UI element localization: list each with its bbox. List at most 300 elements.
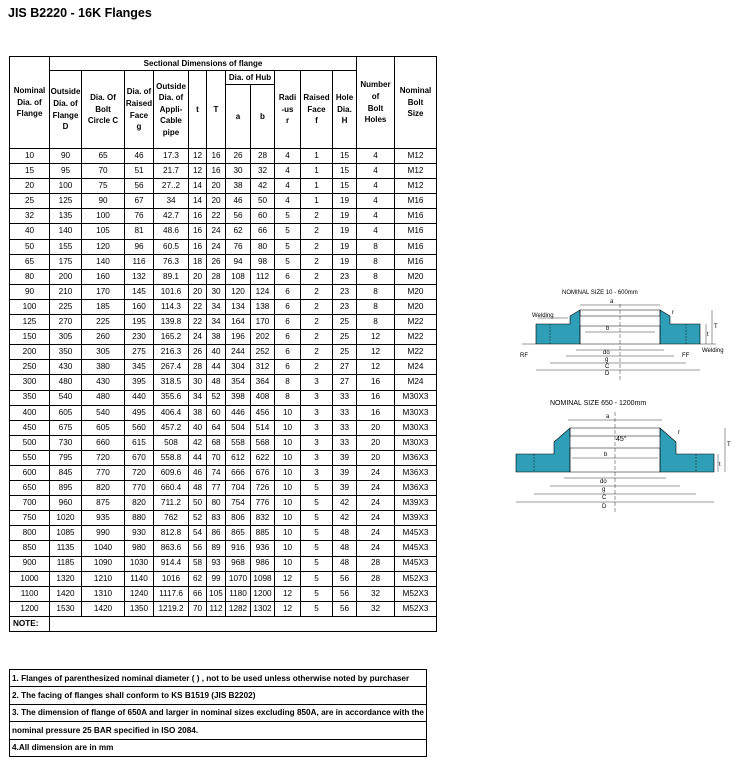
table-cell: 8 — [275, 390, 301, 405]
table-cell: 12 — [275, 586, 301, 601]
table-cell: 15 — [10, 164, 50, 179]
table-cell: 968 — [226, 556, 251, 571]
table-cell: 1185 — [50, 556, 82, 571]
table-cell: 754 — [226, 496, 251, 511]
header-t: t — [189, 71, 207, 149]
table-cell: 4 — [275, 149, 301, 164]
table-cell: 4 — [357, 194, 395, 209]
table-cell: 4 — [275, 164, 301, 179]
table-row — [10, 450, 437, 465]
table-cell: 250 — [10, 360, 50, 375]
table-cell: 495 — [125, 405, 154, 420]
table-cell: 56 — [226, 209, 251, 224]
table-cell: 10 — [275, 435, 301, 450]
table-cell: 42 — [251, 179, 275, 194]
table-cell: 770 — [82, 465, 125, 480]
table-cell: 66 — [251, 224, 275, 239]
table-cell: 76 — [226, 239, 251, 254]
header-b: b — [251, 85, 275, 149]
table-cell: 605 — [50, 405, 82, 420]
table-cell: 32 — [357, 586, 395, 601]
table-cell: 51 — [125, 164, 154, 179]
table-cell: 666 — [226, 465, 251, 480]
table-cell: M36X3 — [395, 450, 437, 465]
table-cell: 1240 — [125, 586, 154, 601]
table-cell: 1016 — [154, 571, 189, 586]
table-cell: 1098 — [251, 571, 275, 586]
header-hole-dia: Hole Dia. H — [333, 71, 357, 149]
table-cell: 540 — [82, 405, 125, 420]
table-cell: 105 — [207, 586, 226, 601]
table-cell: 5 — [275, 209, 301, 224]
table-row — [10, 601, 437, 616]
table-cell: 10 — [275, 465, 301, 480]
table-cell: 46 — [226, 194, 251, 209]
table-cell: 252 — [251, 345, 275, 360]
table-cell: M22 — [395, 345, 437, 360]
table-cell: 260 — [82, 330, 125, 345]
table-cell: 5 — [301, 541, 333, 556]
table-cell: 5 — [301, 481, 333, 496]
table-cell: 1350 — [125, 601, 154, 616]
table-row — [10, 239, 437, 254]
table-cell: 5 — [301, 526, 333, 541]
svg-text:b: b — [604, 452, 608, 458]
table-row — [10, 209, 437, 224]
header-sectional-dimensions: Sectional Dimensions of flange — [50, 57, 357, 71]
table-cell: 6 — [275, 269, 301, 284]
table-cell: 20 — [189, 269, 207, 284]
table-cell: 195 — [125, 315, 154, 330]
table-cell: 550 — [10, 450, 50, 465]
table-cell: 914.4 — [154, 556, 189, 571]
table-row — [10, 390, 437, 405]
header-outside-pipe: Outside Dia. of Appli- Cable pipe — [154, 71, 189, 149]
table-cell: 2 — [301, 345, 333, 360]
table-cell: 200 — [10, 345, 50, 360]
table-cell: 38 — [207, 330, 226, 345]
table-cell: 1040 — [82, 541, 125, 556]
table-cell: 1200 — [10, 601, 50, 616]
table-cell: M24 — [395, 375, 437, 390]
table-cell: 42.7 — [154, 209, 189, 224]
table-row — [10, 556, 437, 571]
table-cell: 80 — [10, 269, 50, 284]
table-cell: 20 — [357, 420, 395, 435]
note-3-cont: nominal pressure 25 BAR specified in ISO 2084. — [10, 722, 427, 739]
table-cell: 21.7 — [154, 164, 189, 179]
table-cell: 48 — [333, 526, 357, 541]
table-cell: 600 — [10, 465, 50, 480]
table-cell: 885 — [251, 526, 275, 541]
table-cell: 700 — [10, 496, 50, 511]
table-cell: 39 — [333, 481, 357, 496]
table-cell: 135 — [50, 209, 82, 224]
table-cell: 12 — [357, 330, 395, 345]
svg-text:b: b — [606, 326, 610, 332]
note-row — [10, 616, 437, 631]
table-cell: 1100 — [10, 586, 50, 601]
table-cell: 1090 — [82, 556, 125, 571]
table-cell: 267.4 — [154, 360, 189, 375]
table-cell: 74 — [207, 465, 226, 480]
table-cell: 2 — [301, 224, 333, 239]
header-bolt-circle: Dia. Of Bolt Circle C — [82, 71, 125, 149]
table-cell: 48 — [333, 541, 357, 556]
table-cell: 622 — [251, 450, 275, 465]
table-cell: 8 — [357, 315, 395, 330]
table-cell: 33 — [333, 435, 357, 450]
table-cell: 1140 — [125, 571, 154, 586]
table-cell: 160 — [82, 269, 125, 284]
table-cell: 4 — [357, 224, 395, 239]
table-cell: 39 — [333, 465, 357, 480]
table-cell: 5 — [301, 571, 333, 586]
table-cell: 20 — [10, 179, 50, 194]
svg-text:do: do — [600, 479, 607, 485]
table-cell: 28 — [357, 571, 395, 586]
table-cell: 612 — [226, 450, 251, 465]
table-cell: 514 — [251, 420, 275, 435]
table-body — [10, 149, 437, 632]
table-cell: 100 — [82, 209, 125, 224]
table-cell: 345 — [125, 360, 154, 375]
table-cell: 12 — [275, 571, 301, 586]
header-hub: Dia. of Hub — [226, 71, 275, 85]
table-cell: 1085 — [50, 526, 82, 541]
table-cell: 46 — [189, 465, 207, 480]
header-bolt-holes: Number of Bolt Holes — [357, 57, 395, 149]
table-cell: 140 — [50, 224, 82, 239]
table-cell: 70 — [207, 450, 226, 465]
svg-text:do: do — [603, 350, 610, 356]
table-cell: 17.3 — [154, 149, 189, 164]
table-cell: 1030 — [125, 556, 154, 571]
table-cell: 450 — [10, 420, 50, 435]
table-cell: 26 — [226, 149, 251, 164]
table-cell: 750 — [10, 511, 50, 526]
table-cell: 568 — [251, 435, 275, 450]
table-cell: M30X3 — [395, 420, 437, 435]
table-cell: 56 — [333, 601, 357, 616]
svg-text:T: T — [727, 442, 731, 448]
table-row — [10, 315, 437, 330]
header-nominal-dia: Nominal Dia. of Flange — [10, 57, 50, 149]
table-cell: M52X3 — [395, 586, 437, 601]
table-cell: 880 — [125, 511, 154, 526]
table-cell: 845 — [50, 465, 82, 480]
table-cell: 19 — [333, 239, 357, 254]
table-cell: 440 — [125, 390, 154, 405]
table-cell: 230 — [125, 330, 154, 345]
table-cell: 1320 — [50, 571, 82, 586]
table-cell: 28 — [357, 556, 395, 571]
table-cell: 15 — [333, 164, 357, 179]
table-cell: 20 — [207, 179, 226, 194]
table-cell: 70 — [189, 601, 207, 616]
table-cell: 1302 — [251, 601, 275, 616]
table-cell: 20 — [357, 435, 395, 450]
note-4: 4.All dimension are in mm — [10, 739, 427, 756]
table-cell: 304 — [226, 360, 251, 375]
table-cell: 318.5 — [154, 375, 189, 390]
table-cell: 19 — [333, 254, 357, 269]
table-cell: 5 — [301, 556, 333, 571]
table-cell: 24 — [207, 239, 226, 254]
table-cell: M45X3 — [395, 541, 437, 556]
table-cell: 430 — [82, 375, 125, 390]
table-cell: 10 — [275, 405, 301, 420]
table-cell: 50 — [189, 496, 207, 511]
table-cell: 312 — [251, 360, 275, 375]
table-cell: 56 — [333, 586, 357, 601]
table-cell: 275 — [125, 345, 154, 360]
table-cell: 4 — [357, 149, 395, 164]
table-cell: 60.5 — [154, 239, 189, 254]
table-cell: 19 — [333, 209, 357, 224]
table-cell: 930 — [125, 526, 154, 541]
table-cell: 406.4 — [154, 405, 189, 420]
header-T: T — [207, 71, 226, 149]
table-cell: 1070 — [226, 571, 251, 586]
table-cell: 8 — [357, 239, 395, 254]
table-cell: 3 — [301, 405, 333, 420]
table-cell: 132 — [125, 269, 154, 284]
table-cell: 10 — [275, 511, 301, 526]
table-cell: 605 — [82, 420, 125, 435]
table-row — [10, 435, 437, 450]
table-cell: 58 — [189, 556, 207, 571]
table-cell: M24 — [395, 360, 437, 375]
table-cell: 936 — [251, 541, 275, 556]
table-cell: 56 — [189, 541, 207, 556]
table-cell: 24 — [357, 481, 395, 496]
table-cell: 114.3 — [154, 299, 189, 314]
table-cell: 108 — [226, 269, 251, 284]
table-cell: 48 — [189, 481, 207, 496]
table-cell: 145 — [125, 284, 154, 299]
table-cell: 660.4 — [154, 481, 189, 496]
table-cell: 704 — [226, 481, 251, 496]
header-a: a — [226, 85, 251, 149]
table-cell: 76.3 — [154, 254, 189, 269]
table-cell: 24 — [357, 511, 395, 526]
table-cell: 15 — [333, 149, 357, 164]
table-row — [10, 511, 437, 526]
table-cell: 5 — [301, 496, 333, 511]
table-cell: 24 — [357, 541, 395, 556]
table-cell: 1 — [301, 194, 333, 209]
table-cell: 1135 — [50, 541, 82, 556]
table-cell: 916 — [226, 541, 251, 556]
header-outside-dia: Outside Dia. of Flange D — [50, 71, 82, 149]
table-cell: 30 — [226, 164, 251, 179]
table-cell: 456 — [251, 405, 275, 420]
table-cell: 8 — [357, 284, 395, 299]
table-cell: 2 — [301, 360, 333, 375]
table-cell: 86 — [207, 526, 226, 541]
svg-text:D: D — [602, 504, 607, 510]
table-cell: 1 — [301, 149, 333, 164]
table-cell: 5 — [301, 586, 333, 601]
table-cell: M12 — [395, 179, 437, 194]
table-cell: 990 — [82, 526, 125, 541]
table-cell: 68 — [207, 435, 226, 450]
table-row — [10, 420, 437, 435]
table-cell: M16 — [395, 224, 437, 239]
table-cell: 2 — [301, 330, 333, 345]
table-cell: 39 — [333, 450, 357, 465]
table-cell: 40 — [189, 420, 207, 435]
table-cell: 112 — [207, 601, 226, 616]
table-cell: 16 — [207, 149, 226, 164]
fig1-welding-right: Welding — [702, 348, 724, 354]
table-cell: 6 — [275, 284, 301, 299]
table-cell: 10 — [275, 420, 301, 435]
table-cell: 120 — [226, 284, 251, 299]
table-cell: M30X3 — [395, 405, 437, 420]
header-bolt-size: Nominal Bolt Size — [395, 57, 437, 149]
table-row — [10, 360, 437, 375]
table-cell: 1210 — [82, 571, 125, 586]
table-cell: 770 — [125, 481, 154, 496]
table-cell: 27..2 — [154, 179, 189, 194]
table-cell: 62 — [189, 571, 207, 586]
table-cell: 112 — [251, 269, 275, 284]
table-cell: 1 — [301, 164, 333, 179]
table-cell: 34 — [189, 390, 207, 405]
svg-text:C: C — [605, 364, 610, 370]
table-cell: 1 — [301, 179, 333, 194]
table-cell: 60 — [207, 405, 226, 420]
table-cell: 19 — [333, 224, 357, 239]
table-cell: 1117.6 — [154, 586, 189, 601]
table-row — [10, 194, 437, 209]
table-cell: 2 — [301, 269, 333, 284]
table-cell: 27 — [333, 360, 357, 375]
table-cell: 8 — [275, 375, 301, 390]
table-cell: 100 — [50, 179, 82, 194]
table-row — [10, 269, 437, 284]
table-cell: 25 — [333, 330, 357, 345]
table-cell: 125 — [10, 315, 50, 330]
table-cell: 4 — [275, 194, 301, 209]
table-cell: 16 — [357, 375, 395, 390]
table-cell: 65 — [82, 149, 125, 164]
table-row — [10, 481, 437, 496]
table-cell: 2 — [301, 315, 333, 330]
table-cell: 354 — [226, 375, 251, 390]
table-cell: 116 — [125, 254, 154, 269]
table-cell: 24 — [357, 526, 395, 541]
header-raised-face-dia: Dia. of Raised Face g — [125, 71, 154, 149]
table-cell: 94 — [226, 254, 251, 269]
table-cell: 1282 — [226, 601, 251, 616]
header-raised-face: Raised Face f — [301, 71, 333, 149]
table-cell: 10 — [275, 496, 301, 511]
table-cell: 540 — [50, 390, 82, 405]
table-row — [10, 586, 437, 601]
table-cell: 42 — [333, 511, 357, 526]
table-cell: 196 — [226, 330, 251, 345]
table-cell: 10 — [10, 149, 50, 164]
table-cell: M52X3 — [395, 571, 437, 586]
svg-text:a: a — [606, 414, 610, 420]
table-cell: 50 — [251, 194, 275, 209]
header-radius: Radi -us r — [275, 71, 301, 149]
notes-table — [9, 669, 427, 757]
table-cell: 24 — [189, 330, 207, 345]
table-cell: 25 — [333, 345, 357, 360]
table-cell: 350 — [50, 345, 82, 360]
table-cell: 8 — [357, 269, 395, 284]
table-cell: 875 — [82, 496, 125, 511]
table-cell: 25 — [333, 315, 357, 330]
table-cell: 16 — [189, 239, 207, 254]
table-cell: 48.6 — [154, 224, 189, 239]
table-cell: 660 — [82, 435, 125, 450]
table-cell: 175 — [50, 254, 82, 269]
table-cell: 54 — [189, 526, 207, 541]
table-cell: 670 — [125, 450, 154, 465]
table-cell: 40 — [10, 224, 50, 239]
table-cell: 832 — [251, 511, 275, 526]
table-cell: 124 — [251, 284, 275, 299]
table-cell: 615 — [125, 435, 154, 450]
table-cell: 77 — [207, 481, 226, 496]
table-cell: 42 — [189, 435, 207, 450]
table-cell: 676 — [251, 465, 275, 480]
table-cell: 863.6 — [154, 541, 189, 556]
table-cell: 90 — [10, 284, 50, 299]
table-cell: 26 — [189, 345, 207, 360]
table-cell: 52 — [207, 390, 226, 405]
svg-text:g: g — [605, 357, 609, 363]
table-cell: 720 — [125, 465, 154, 480]
table-cell: 500 — [10, 435, 50, 450]
table-cell: 20 — [189, 284, 207, 299]
table-cell: 38 — [226, 179, 251, 194]
table-cell: 2 — [301, 239, 333, 254]
table-cell: 305 — [50, 330, 82, 345]
table-cell: M16 — [395, 194, 437, 209]
table-cell: 24 — [207, 224, 226, 239]
table-cell: 400 — [10, 405, 50, 420]
table-cell: 4 — [275, 179, 301, 194]
table-cell: 12 — [189, 149, 207, 164]
table-cell: 12 — [189, 164, 207, 179]
table-row — [10, 526, 437, 541]
table-cell: 48 — [207, 375, 226, 390]
table-cell: 170 — [251, 315, 275, 330]
svg-text:t: t — [719, 462, 721, 468]
table-cell: 89 — [207, 541, 226, 556]
table-cell: 795 — [50, 450, 82, 465]
page-title: JIS B2220 - 16K Flanges — [8, 6, 152, 20]
table-cell: 480 — [50, 375, 82, 390]
table-cell: M16 — [395, 254, 437, 269]
table-cell: 504 — [226, 420, 251, 435]
table-cell: 850 — [10, 541, 50, 556]
note-label: NOTE: — [10, 616, 50, 631]
table-cell: M39X3 — [395, 511, 437, 526]
table-cell: M36X3 — [395, 481, 437, 496]
svg-text:a: a — [610, 299, 614, 305]
table-cell: 2 — [301, 254, 333, 269]
table-row — [10, 571, 437, 586]
table-cell: 33 — [333, 405, 357, 420]
svg-text:D: D — [605, 371, 610, 377]
